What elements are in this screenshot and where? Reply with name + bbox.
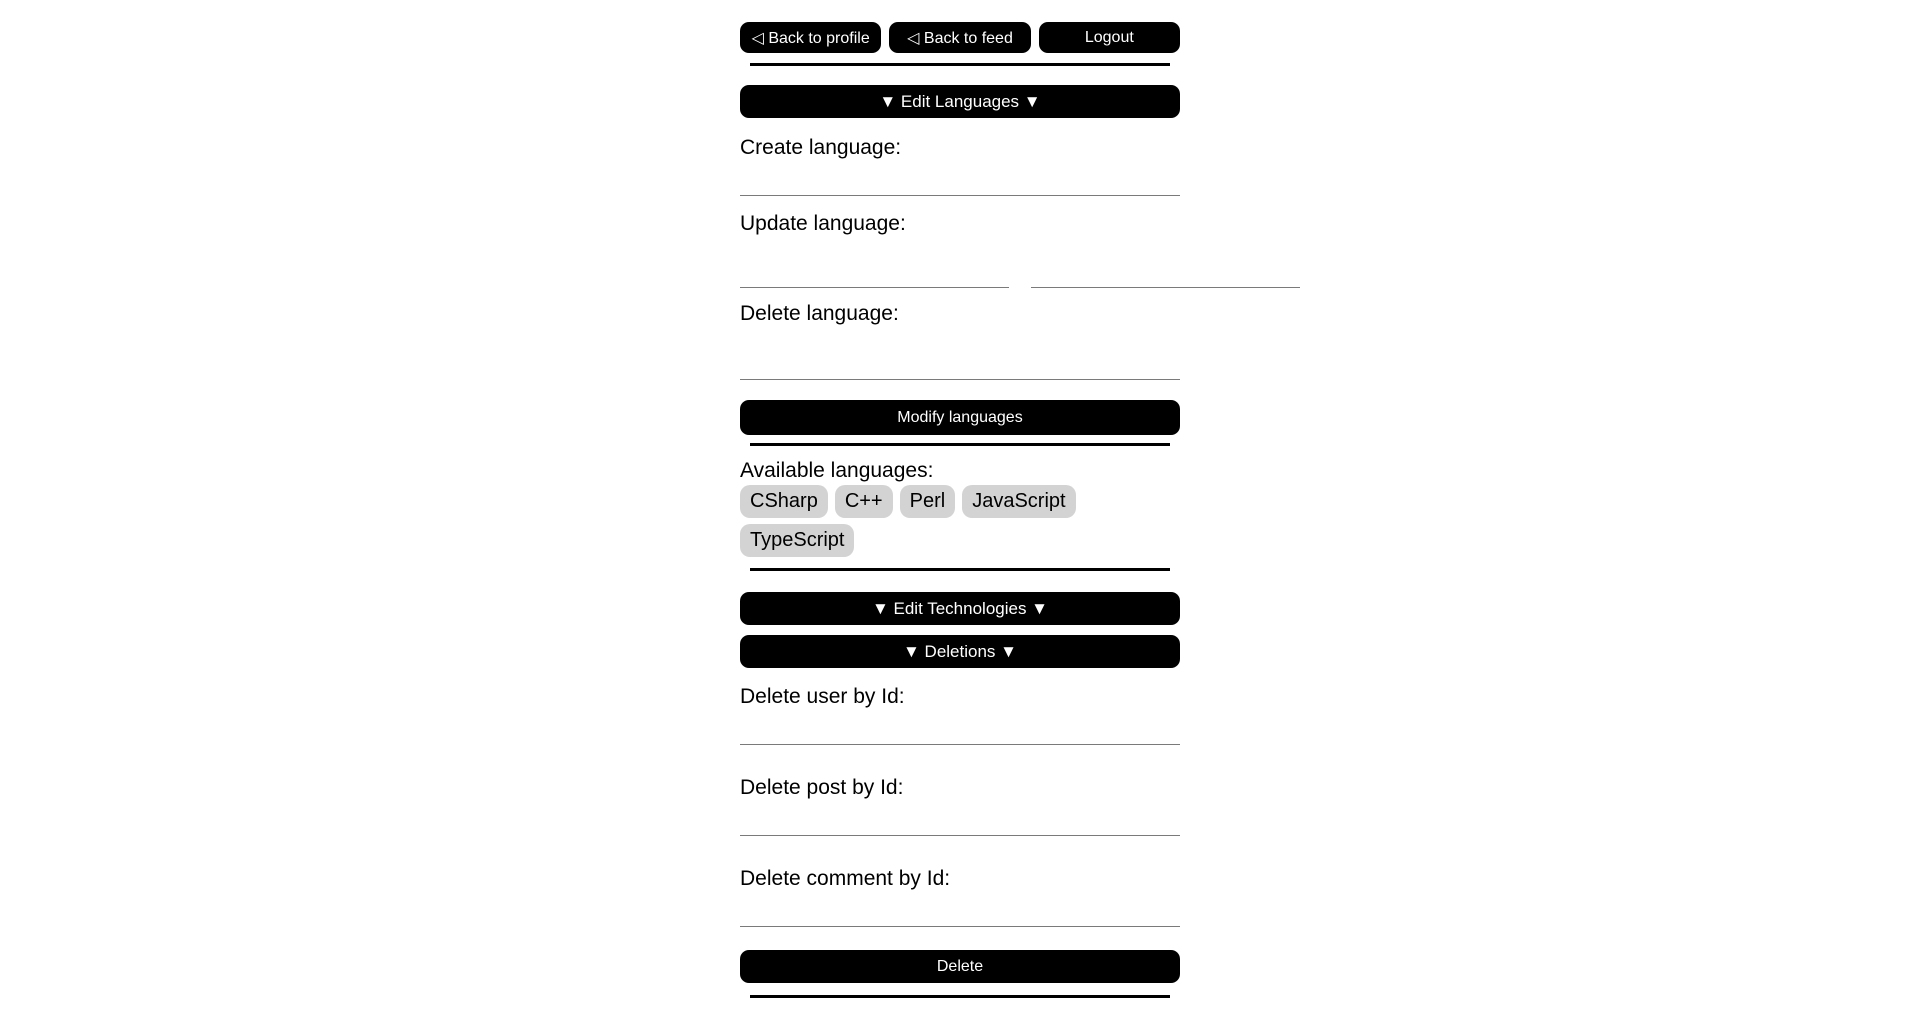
delete-language-input[interactable] <box>740 340 1180 380</box>
back-to-profile-button[interactable]: ◁ Back to profile <box>740 22 881 53</box>
section-divider <box>750 63 1170 66</box>
deletions-toggle[interactable]: ▼ Deletions ▼ <box>740 635 1180 668</box>
toolbar <box>740 22 1180 53</box>
delete-comment-label: Delete comment by Id: <box>740 867 951 890</box>
section-divider <box>750 568 1170 571</box>
section-divider <box>750 995 1170 998</box>
available-languages-label: Available languages: <box>740 459 934 482</box>
delete-comment-id-input[interactable] <box>740 891 1180 927</box>
back-to-feed-button[interactable]: ◁ Back to feed <box>889 22 1030 53</box>
modify-languages-button[interactable]: Modify languages <box>740 400 1180 435</box>
delete-user-label: Delete user by Id: <box>740 685 905 708</box>
language-tag[interactable]: JavaScript <box>962 485 1075 518</box>
section-divider <box>750 443 1170 446</box>
create-language-label: Create language: <box>740 136 902 159</box>
language-tag[interactable]: C++ <box>835 485 893 518</box>
delete-button[interactable]: Delete <box>740 950 1180 983</box>
create-language-input[interactable] <box>740 160 1180 196</box>
language-tag[interactable]: Perl <box>900 485 956 518</box>
update-language-new-input[interactable] <box>1031 248 1300 288</box>
edit-technologies-toggle[interactable]: ▼ Edit Technologies ▼ <box>740 592 1180 625</box>
content-column <box>740 0 1180 998</box>
update-language-label: Update language: <box>740 212 906 235</box>
delete-post-id-input[interactable] <box>740 800 1180 836</box>
language-tag[interactable]: CSharp <box>740 485 828 518</box>
logout-button[interactable]: Logout <box>1039 22 1180 53</box>
delete-post-label: Delete post by Id: <box>740 776 904 799</box>
delete-user-id-input[interactable] <box>740 709 1180 745</box>
update-language-current-input[interactable] <box>740 248 1009 288</box>
delete-language-label: Delete language: <box>740 302 899 325</box>
language-tag-list <box>740 485 1180 557</box>
language-tag[interactable]: TypeScript <box>740 524 854 557</box>
update-language-inputs <box>740 248 1180 288</box>
edit-languages-toggle[interactable]: ▼ Edit Languages ▼ <box>740 85 1180 118</box>
